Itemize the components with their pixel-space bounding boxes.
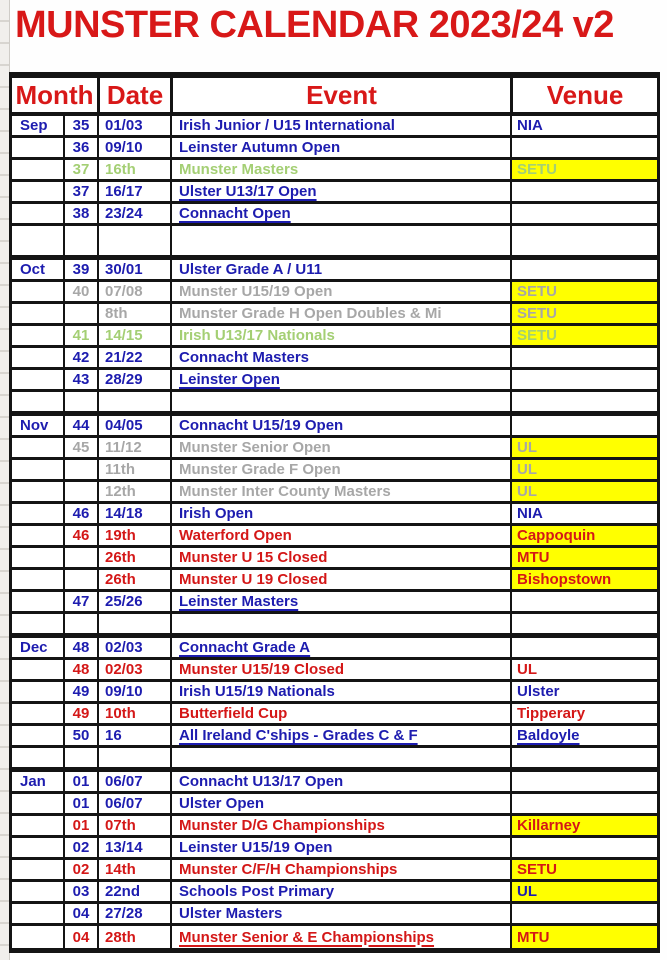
event-cell: Ulster Masters [170, 904, 510, 923]
event-cell: Munster Senior Open [170, 438, 510, 457]
event-cell: Schools Post Primary [170, 882, 510, 901]
month-cell: Sep [20, 117, 48, 134]
event-cell[interactable]: Ulster U13/17 Open [170, 182, 510, 201]
week-cell: 04 [63, 926, 97, 948]
month-cell [12, 660, 63, 679]
week-cell [63, 548, 97, 567]
date-cell: 14th [97, 860, 170, 879]
spacer-row [12, 614, 657, 638]
calendar-table [9, 72, 660, 953]
column-header-venue: Venue [510, 78, 657, 112]
week-cell: 03 [63, 882, 97, 901]
table-row [12, 182, 657, 204]
month-cell: Nov [20, 417, 49, 434]
venue-cell: SETU [510, 160, 657, 179]
month-cell [12, 816, 63, 835]
event-cell: Connacht Masters [170, 348, 510, 367]
table-row [12, 904, 657, 926]
month-cell [12, 682, 63, 701]
date-cell: 06/07 [97, 772, 170, 791]
month-cell [12, 526, 63, 545]
table-row [12, 926, 657, 948]
week-cell: 02 [63, 838, 97, 857]
event-cell[interactable]: Connacht Open [170, 204, 510, 223]
event-cell: Ulster Open [170, 794, 510, 813]
event-cell-empty [170, 748, 510, 767]
week-cell [63, 304, 97, 323]
month-cell [12, 438, 63, 457]
week-cell [63, 460, 97, 479]
month-cell [12, 160, 63, 179]
week-cell: 38 [63, 204, 97, 223]
venue-cell: Cappoquin [510, 526, 657, 545]
date-cell: 22nd [97, 882, 170, 901]
event-cell: Munster Inter County Masters [170, 482, 510, 501]
table-header-row [12, 78, 657, 116]
table-row [12, 592, 657, 614]
venue-cell[interactable]: Baldoyle [510, 726, 657, 745]
spacer-row [12, 392, 657, 416]
week-cell: 39 [63, 260, 97, 279]
table-row [12, 726, 657, 748]
week-cell: 37 [63, 182, 97, 201]
venue-cell: NIA [510, 116, 657, 135]
week-cell-empty [63, 392, 97, 411]
month-cell [12, 204, 63, 223]
venue-cell [510, 592, 657, 611]
event-cell[interactable]: Leinster Open [170, 370, 510, 389]
event-cell: Irish U13/17 Nationals [170, 326, 510, 345]
date-cell: 02/03 [97, 638, 170, 657]
venue-cell: Ulster [510, 682, 657, 701]
venue-cell: SETU [510, 304, 657, 323]
event-cell: Connacht U13/17 Open [170, 772, 510, 791]
column-header-event: Event [170, 78, 510, 112]
date-cell: 26th [97, 548, 170, 567]
date-cell: 01/03 [97, 116, 170, 135]
week-cell: 48 [63, 660, 97, 679]
event-cell: Munster Masters [170, 160, 510, 179]
date-cell: 28th [97, 926, 170, 948]
event-cell-empty [170, 226, 510, 255]
week-cell [63, 570, 97, 589]
venue-cell: SETU [510, 282, 657, 301]
week-cell: 40 [63, 282, 97, 301]
date-cell: 23/24 [97, 204, 170, 223]
table-row [12, 838, 657, 860]
date-cell: 30/01 [97, 260, 170, 279]
week-cell: 36 [63, 138, 97, 157]
date-cell: 09/10 [97, 682, 170, 701]
venue-cell: Tipperary [510, 704, 657, 723]
week-cell [63, 482, 97, 501]
venue-cell: MTU [510, 926, 657, 948]
table-row [12, 704, 657, 726]
table-row [12, 438, 657, 460]
table-row [12, 882, 657, 904]
venue-cell [510, 772, 657, 791]
venue-cell: UL [510, 882, 657, 901]
week-cell: 01 [63, 794, 97, 813]
date-cell: 26th [97, 570, 170, 589]
date-cell: 12th [97, 482, 170, 501]
week-cell: 49 [63, 704, 97, 723]
month-cell [12, 370, 63, 389]
date-cell: 13/14 [97, 838, 170, 857]
month-cell [12, 548, 63, 567]
week-cell-empty [63, 614, 97, 633]
week-cell: 44 [63, 416, 97, 435]
venue-cell: MTU [510, 548, 657, 567]
table-row [12, 548, 657, 570]
date-cell: 27/28 [97, 904, 170, 923]
month-cell [12, 348, 63, 367]
date-cell-empty [97, 392, 170, 411]
week-cell: 37 [63, 160, 97, 179]
month-cell [12, 304, 63, 323]
month-cell [12, 926, 63, 948]
venue-cell-empty [510, 392, 657, 411]
date-cell: 11/12 [97, 438, 170, 457]
date-cell: 21/22 [97, 348, 170, 367]
date-cell: 09/10 [97, 138, 170, 157]
venue-cell [510, 794, 657, 813]
venue-cell: UL [510, 660, 657, 679]
event-cell: Leinster U15/19 Open [170, 838, 510, 857]
week-cell: 47 [63, 592, 97, 611]
table-row [12, 816, 657, 838]
week-cell: 35 [63, 116, 97, 135]
month-cell [12, 592, 63, 611]
event-cell: Munster U15/19 Closed [170, 660, 510, 679]
venue-cell-empty [510, 748, 657, 767]
table-row [12, 304, 657, 326]
venue-cell: UL [510, 438, 657, 457]
table-row [12, 416, 657, 438]
venue-cell: SETU [510, 326, 657, 345]
month-cell [12, 570, 63, 589]
week-cell-empty [63, 748, 97, 767]
date-cell: 14/15 [97, 326, 170, 345]
date-cell: 19th [97, 526, 170, 545]
venue-cell: Killarney [510, 816, 657, 835]
month-cell [12, 182, 63, 201]
event-cell-empty [170, 392, 510, 411]
venue-cell [510, 904, 657, 923]
event-cell[interactable]: All Ireland C'ships - Grades C & F [170, 726, 510, 745]
page-title: MUNSTER CALENDAR 2023/24 v2 [15, 4, 614, 46]
date-cell: 11th [97, 460, 170, 479]
date-cell: 16 [97, 726, 170, 745]
event-cell: Munster D/G Championships [170, 816, 510, 835]
event-cell: Munster U 15 Closed [170, 548, 510, 567]
table-row [12, 460, 657, 482]
event-cell[interactable]: Munster Senior & E Championships [170, 926, 510, 948]
month-cell [12, 482, 63, 501]
date-cell-empty [97, 226, 170, 255]
venue-cell [510, 182, 657, 201]
event-cell: Munster Grade F Open [170, 460, 510, 479]
venue-cell [510, 348, 657, 367]
venue-cell [510, 260, 657, 279]
date-cell: 04/05 [97, 416, 170, 435]
table-row [12, 860, 657, 882]
table-row [12, 526, 657, 548]
week-cell: 48 [63, 638, 97, 657]
event-cell: Munster U15/19 Open [170, 282, 510, 301]
table-row [12, 482, 657, 504]
venue-cell [510, 204, 657, 223]
month-cell [12, 794, 63, 813]
event-cell: Connacht U15/19 Open [170, 416, 510, 435]
date-cell: 25/26 [97, 592, 170, 611]
event-cell: Irish U15/19 Nationals [170, 682, 510, 701]
event-cell: Butterfield Cup [170, 704, 510, 723]
week-cell: 46 [63, 504, 97, 523]
week-cell: 42 [63, 348, 97, 367]
week-cell: 46 [63, 526, 97, 545]
table-row [12, 204, 657, 226]
event-cell: Munster Grade H Open Doubles & Mi [170, 304, 510, 323]
month-cell [12, 282, 63, 301]
week-cell: 02 [63, 860, 97, 879]
event-cell: Waterford Open [170, 526, 510, 545]
event-cell: Ulster Grade A / U11 [170, 260, 510, 279]
event-cell-empty [170, 614, 510, 633]
spacer-row [12, 748, 657, 772]
table-row [12, 348, 657, 370]
table-row [12, 660, 657, 682]
date-cell: 02/03 [97, 660, 170, 679]
venue-cell: UL [510, 460, 657, 479]
table-row [12, 772, 657, 794]
month-cell [12, 838, 63, 857]
column-header-month: Month [15, 79, 94, 110]
month-cell [12, 882, 63, 901]
table-row [12, 370, 657, 392]
event-cell: Munster U 19 Closed [170, 570, 510, 589]
week-cell: 49 [63, 682, 97, 701]
venue-cell [510, 638, 657, 657]
table-row [12, 138, 657, 160]
venue-cell [510, 370, 657, 389]
week-cell: 41 [63, 326, 97, 345]
date-cell: 8th [97, 304, 170, 323]
venue-cell: Bishopstown [510, 570, 657, 589]
month-cell [12, 138, 63, 157]
date-cell: 14/18 [97, 504, 170, 523]
week-cell: 50 [63, 726, 97, 745]
venue-cell-empty [510, 614, 657, 633]
table-row [12, 794, 657, 816]
date-cell: 16th [97, 160, 170, 179]
date-cell: 06/07 [97, 794, 170, 813]
table-row [12, 570, 657, 592]
month-cell [12, 704, 63, 723]
table-row [12, 260, 657, 282]
table-row [12, 638, 657, 660]
month-cell [12, 326, 63, 345]
table-row [12, 116, 657, 138]
month-cell [12, 726, 63, 745]
week-cell: 04 [63, 904, 97, 923]
date-cell: 28/29 [97, 370, 170, 389]
venue-cell [510, 416, 657, 435]
venue-cell [510, 838, 657, 857]
date-cell-empty [97, 748, 170, 767]
venue-cell: UL [510, 482, 657, 501]
table-row [12, 326, 657, 348]
event-cell: Irish Junior / U15 International [170, 116, 510, 135]
spacer-row [12, 226, 657, 260]
table-row [12, 282, 657, 304]
event-cell[interactable]: Connacht Grade A [170, 638, 510, 657]
month-cell [12, 504, 63, 523]
venue-cell: SETU [510, 860, 657, 879]
event-cell: Munster C/F/H Championships [170, 860, 510, 879]
event-cell: Leinster Autumn Open [170, 138, 510, 157]
month-cell [12, 460, 63, 479]
week-cell-empty [63, 226, 97, 255]
event-cell: Irish Open [170, 504, 510, 523]
table-row [12, 504, 657, 526]
venue-cell-empty [510, 226, 657, 255]
venue-cell: NIA [510, 504, 657, 523]
month-cell: Oct [20, 261, 46, 278]
date-cell: 07/08 [97, 282, 170, 301]
table-row [12, 682, 657, 704]
week-cell: 43 [63, 370, 97, 389]
table-body [12, 116, 657, 948]
venue-cell [510, 138, 657, 157]
month-cell-empty [12, 392, 63, 411]
date-cell: 16/17 [97, 182, 170, 201]
week-cell: 01 [63, 772, 97, 791]
table-row [12, 160, 657, 182]
date-cell: 07th [97, 816, 170, 835]
date-cell-empty [97, 614, 170, 633]
month-cell: Jan [20, 773, 46, 790]
month-cell [12, 860, 63, 879]
month-cell [12, 904, 63, 923]
week-cell: 45 [63, 438, 97, 457]
week-cell: 01 [63, 816, 97, 835]
month-cell-empty [12, 226, 63, 255]
month-cell-empty [12, 614, 63, 633]
month-cell-empty [12, 748, 63, 767]
month-cell: Dec [20, 639, 48, 656]
event-cell[interactable]: Leinster Masters [170, 592, 510, 611]
column-header-date: Date [97, 78, 170, 112]
date-cell: 10th [97, 704, 170, 723]
